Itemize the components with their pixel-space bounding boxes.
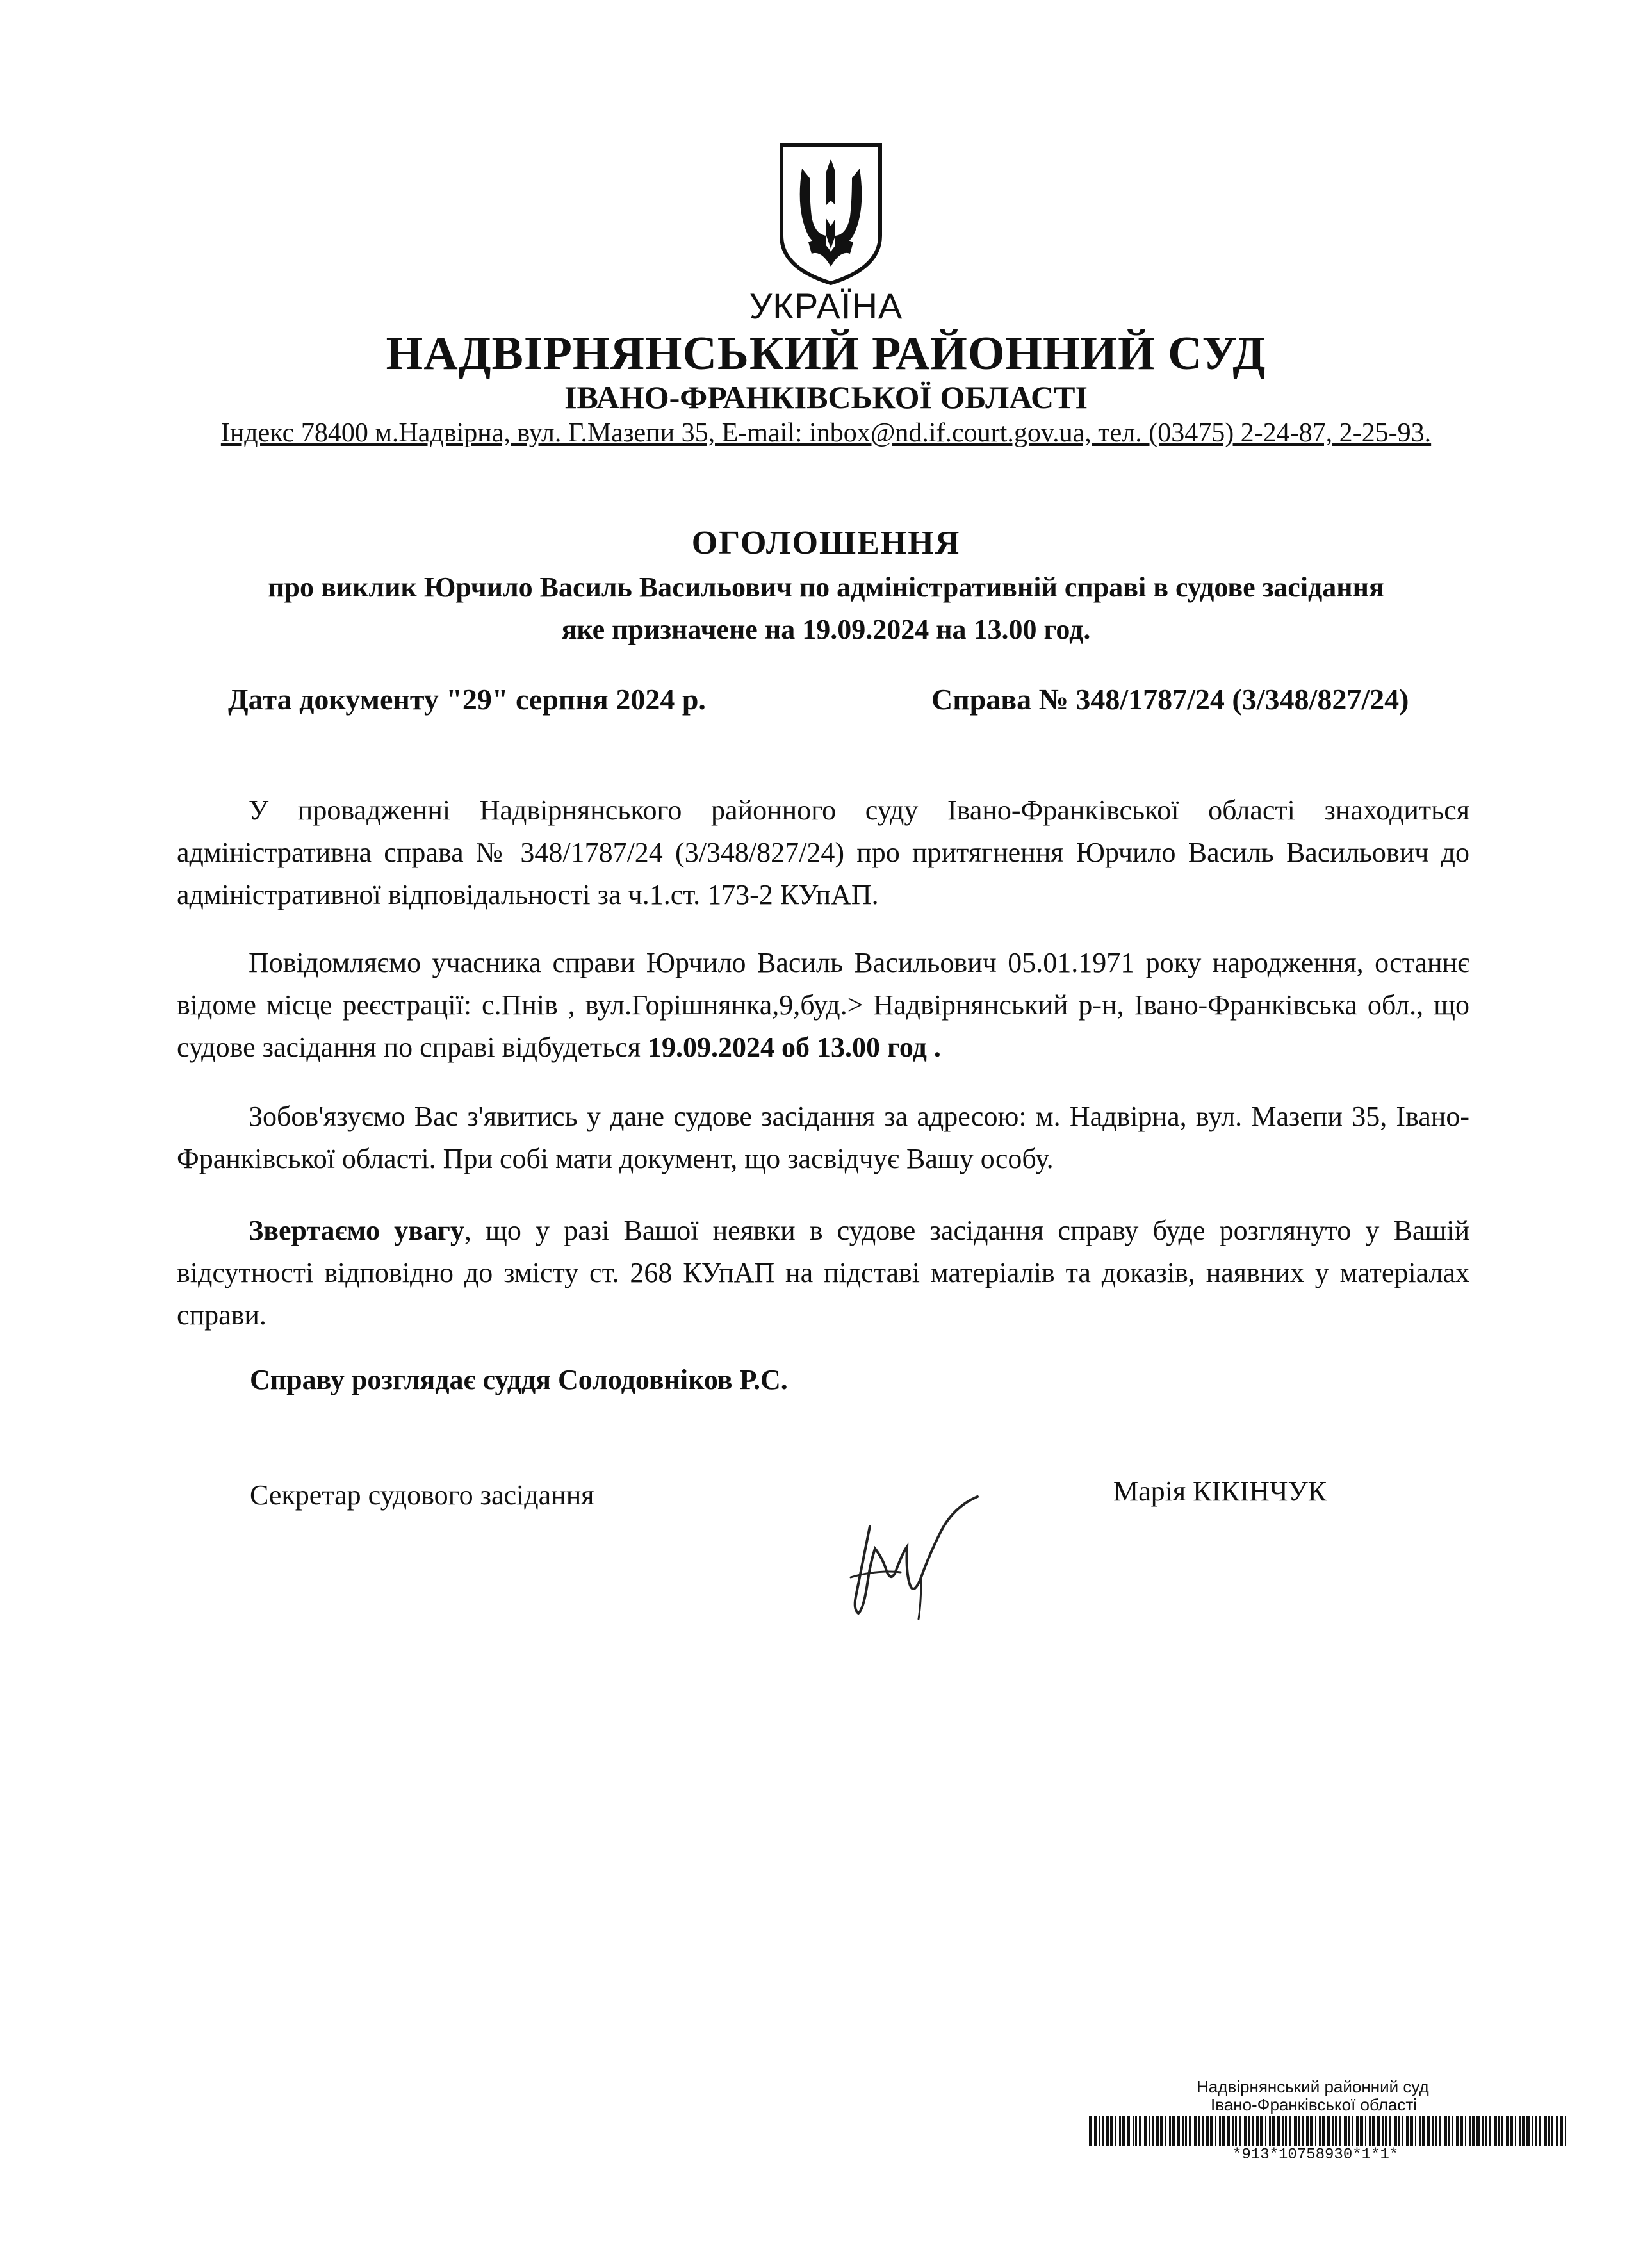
barcode-number: *913*10758930*1*1* xyxy=(1232,2146,1399,2164)
paragraph-obligation xyxy=(177,1096,1469,1180)
paragraph-proceedings xyxy=(177,789,1469,916)
handwritten-signature xyxy=(825,1488,992,1622)
paragraph-attention xyxy=(177,1210,1469,1336)
paragraph-proceedings-text: У провадженні Надвірнянського районного суду Івано-Франківської області знаходиться адміністративна справа № 348/1787/24 (3/348/827/24) про притягнення Юрчило Василь Васильович до адміністративної відповідальності за ч.1.ст. 173-2 КУпАП. xyxy=(177,794,1469,910)
paragraph-attention-text xyxy=(177,1210,1469,1336)
coat-of-arms-icon xyxy=(776,140,885,287)
notice-subtitle-line1: про виклик Юрчило Василь Васильович по адміністративній справі в судове засідання xyxy=(268,571,1384,603)
notice-subtitle-line2: яке призначене на 19.09.2024 на 13.00 год. xyxy=(561,614,1091,645)
case-number: Справа № 348/1787/24 (3/348/827/24) xyxy=(931,683,1409,716)
court-name: НАДВІРНЯНСЬКИЙ РАЙОННИЙ СУД xyxy=(386,327,1266,380)
paragraph-notification xyxy=(177,942,1469,1069)
hearing-datetime: 19.09.2024 об 13.00 год . xyxy=(647,1032,941,1063)
secretary-role: Секретар судового засідання xyxy=(250,1479,594,1511)
court-region: ІВАНО-ФРАНКІВСЬКОЇ ОБЛАСТІ xyxy=(564,379,1088,415)
country-name: УКРАЇНА xyxy=(749,286,903,326)
court-contacts: Індекс 78400 м.Надвірна, вул. Г.Мазепи 35, E-mail: inbox@nd.if.court.gov.ua, тел. (03475) 2-24-87, 2-25-93. xyxy=(220,418,1432,448)
barcode-icon xyxy=(1089,2116,1566,2146)
paragraph-obligation-text: Зобов'язуємо Вас з'явитись у дане судове засідання за адресою: м. Надвірна, вул. Мазепи 35, Івано-Франківської області. При собі мати документ, що засвідчує Вашу особу. xyxy=(177,1101,1469,1174)
judge-line: Справу розглядає суддя Солодовніков Р.С. xyxy=(250,1364,788,1395)
notification-text: Повідомляємо учасника справи Юрчило Василь Васильович 05.01.1971 року народження, останнє відоме місце реєстрації: с.Пнів , вул.Горішнянка,9,буд.> Надвірнянський р-н, Івано-Франківська обл., що судове засідання по справі відбудеться xyxy=(177,947,1469,1063)
attention-text: , що у разі Вашої неявки в судове засідання справу буде розглянуто у Вашій відсутності відповідно до змісту ст. 268 КУпАП на підставі матеріалів та доказів, наявних у матеріалах справи. xyxy=(177,1215,1470,1331)
secretary-name: Марія КІКІНЧУК xyxy=(1113,1476,1327,1507)
stamp-court-name: Надвірнянський районний суд xyxy=(1197,2077,1429,2096)
document-date: Дата документу "29" серпня 2024 р. xyxy=(228,683,706,716)
stamp-court-region: Івано-Франківської області xyxy=(1211,2095,1418,2114)
paragraph-notification-text xyxy=(177,942,1469,1069)
attention-label: Звертаємо увагу xyxy=(249,1215,464,1246)
notice-subtitle xyxy=(0,566,1652,651)
notice-title: ОГОЛОШЕННЯ xyxy=(691,525,961,561)
